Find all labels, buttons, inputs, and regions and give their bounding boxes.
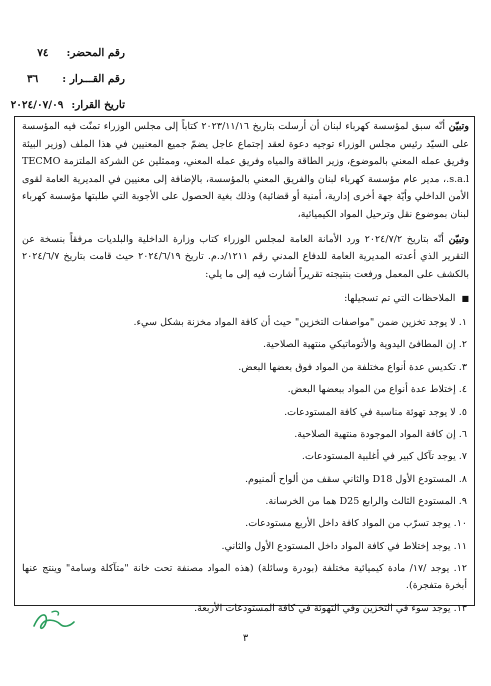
bullet-icon: ■	[461, 294, 469, 304]
decision-meta	[10, 40, 125, 118]
observations-title: الملاحظات التي تم تسجيلها:	[344, 293, 456, 305]
list-item: ٢. إن المطافئ اليدوية والأتوماتيكي منتهية الصلاحية.	[262, 339, 467, 351]
date-row	[10, 92, 125, 118]
date-label: تاريخ القرار:	[71, 99, 125, 111]
paragraph-2	[22, 231, 469, 284]
observations-heading	[22, 290, 469, 308]
list-item: ١٢. يوجد /١٧/ مادة كيميائية مختلفة (بودرة وسائلة) (هذه المواد مصنفة تحت خانة "متآكلة وسامة" وينتج عنها أبخرة متفجرة).	[22, 563, 467, 592]
paragraph-text: أنّه بتاريخ ٢٠٢٤/٧/٢ ورد الأمانة العامة لمجلس الوزراء كتاب وزارة الداخلية والبلديات مرفقاً بنسخة عن التقرير الذي أعدته المديرية العامة للدفاع المدني رقم ١٢١١/د.م. تاريخ ٢٠٢٤/٦/١٩ حيث قامت بتاريخ ٢٠٢٤/٦/٧ بالكشف على المعمل ورفعت بنتيجته تقريراً أشارت فيه إلى ما يلي:	[22, 233, 469, 280]
list-item: ١. لا يوجد تخزين ضمن "مواصفات التخزين" حيث أن كافة المواد مخزنة بشكل سيء.	[133, 316, 467, 328]
observations-list	[22, 314, 469, 617]
list-item: ٥. لا يوجد تهوئة مناسبة في كافة المستودعات.	[284, 406, 467, 418]
paragraph-lead: وتبيّن	[448, 233, 469, 245]
minutes-row	[15, 40, 125, 66]
list-item: ٤. إختلاط عدة أنواع من المواد ببعضها البعض.	[287, 384, 467, 396]
document-body	[22, 118, 469, 622]
paragraph-text: أنّه سبق لمؤسسة كهرباء لبنان أن أرسلت بتاريخ ٢٠٢٣/١١/١٦ كتاباً إلى مجلس الوزراء تمنّت فيه المؤسسة على السيّد رئيس مجلس الوزراء توجيه دعوة لعقد إجتماع عاجل يضمّ جميع المعنيين في هذا الملف (وزير البيئة وفريق عمله المعني بالموضوع، وزير الطاقة والمياه وفريق عمله المعني، وممثلين عن الشركة الملتزمة TECMO s.a.l.، مدير عام مؤسسة كهرباء لبنان والفريق المعني بالمؤسسة، بالإضافة إلى معنيين في المديرية العامة لقوى الأمن الداخلي وأيّة جهة أخرى إدارية، أمنية أو قضائية) وذلك بغية الحصول على الأجوبة التي طلبتها مؤسسة كهرباء لبنان بموضوع نقل وترحيل المواد الكيميائية،	[22, 121, 469, 220]
list-item: ١١. يوجد إختلاط في كافة المواد داخل المستودع الأول والثاني.	[221, 540, 467, 552]
minutes-label: رقم المحضر:	[66, 47, 125, 59]
decision-date: ٢٠٢٤/٠٧/٠٩	[10, 99, 64, 111]
decision-row	[15, 66, 125, 92]
page-number: ٣	[242, 633, 249, 644]
paragraph-1	[22, 118, 469, 224]
minutes-number: ٧٤	[37, 47, 49, 59]
signature-mark	[30, 606, 78, 636]
decision-number: ٣٦	[27, 73, 39, 85]
list-item: ٦. إن كافة المواد الموجودة منتهية الصلاحية.	[294, 428, 467, 440]
list-item: ١٣. يوجد سوء في التخزين وفي التهوئة في كافة المستودعات الأربعة.	[194, 602, 467, 614]
list-item: ١٠. يوجد تسرّب من المواد كافة داخل الأربع مستودعات.	[245, 518, 467, 530]
list-item: ٧. يوجد تآكل كبير في أغلبية المستودعات.	[301, 451, 467, 463]
decision-label: رقم القـــرار :	[62, 73, 125, 85]
list-item: ٣. تكديس عدة أنواع مختلفة من المواد فوق بعضها البعض.	[238, 361, 467, 373]
paragraph-lead: وتبيّن	[448, 121, 469, 132]
list-item: ٨. المستودع الأول D18 والثاني سقف من ألواح ألمنيوم.	[244, 473, 467, 485]
list-item: ٩. المستودع الثالث والرابع D25 هما من الخرسانة.	[265, 496, 467, 508]
